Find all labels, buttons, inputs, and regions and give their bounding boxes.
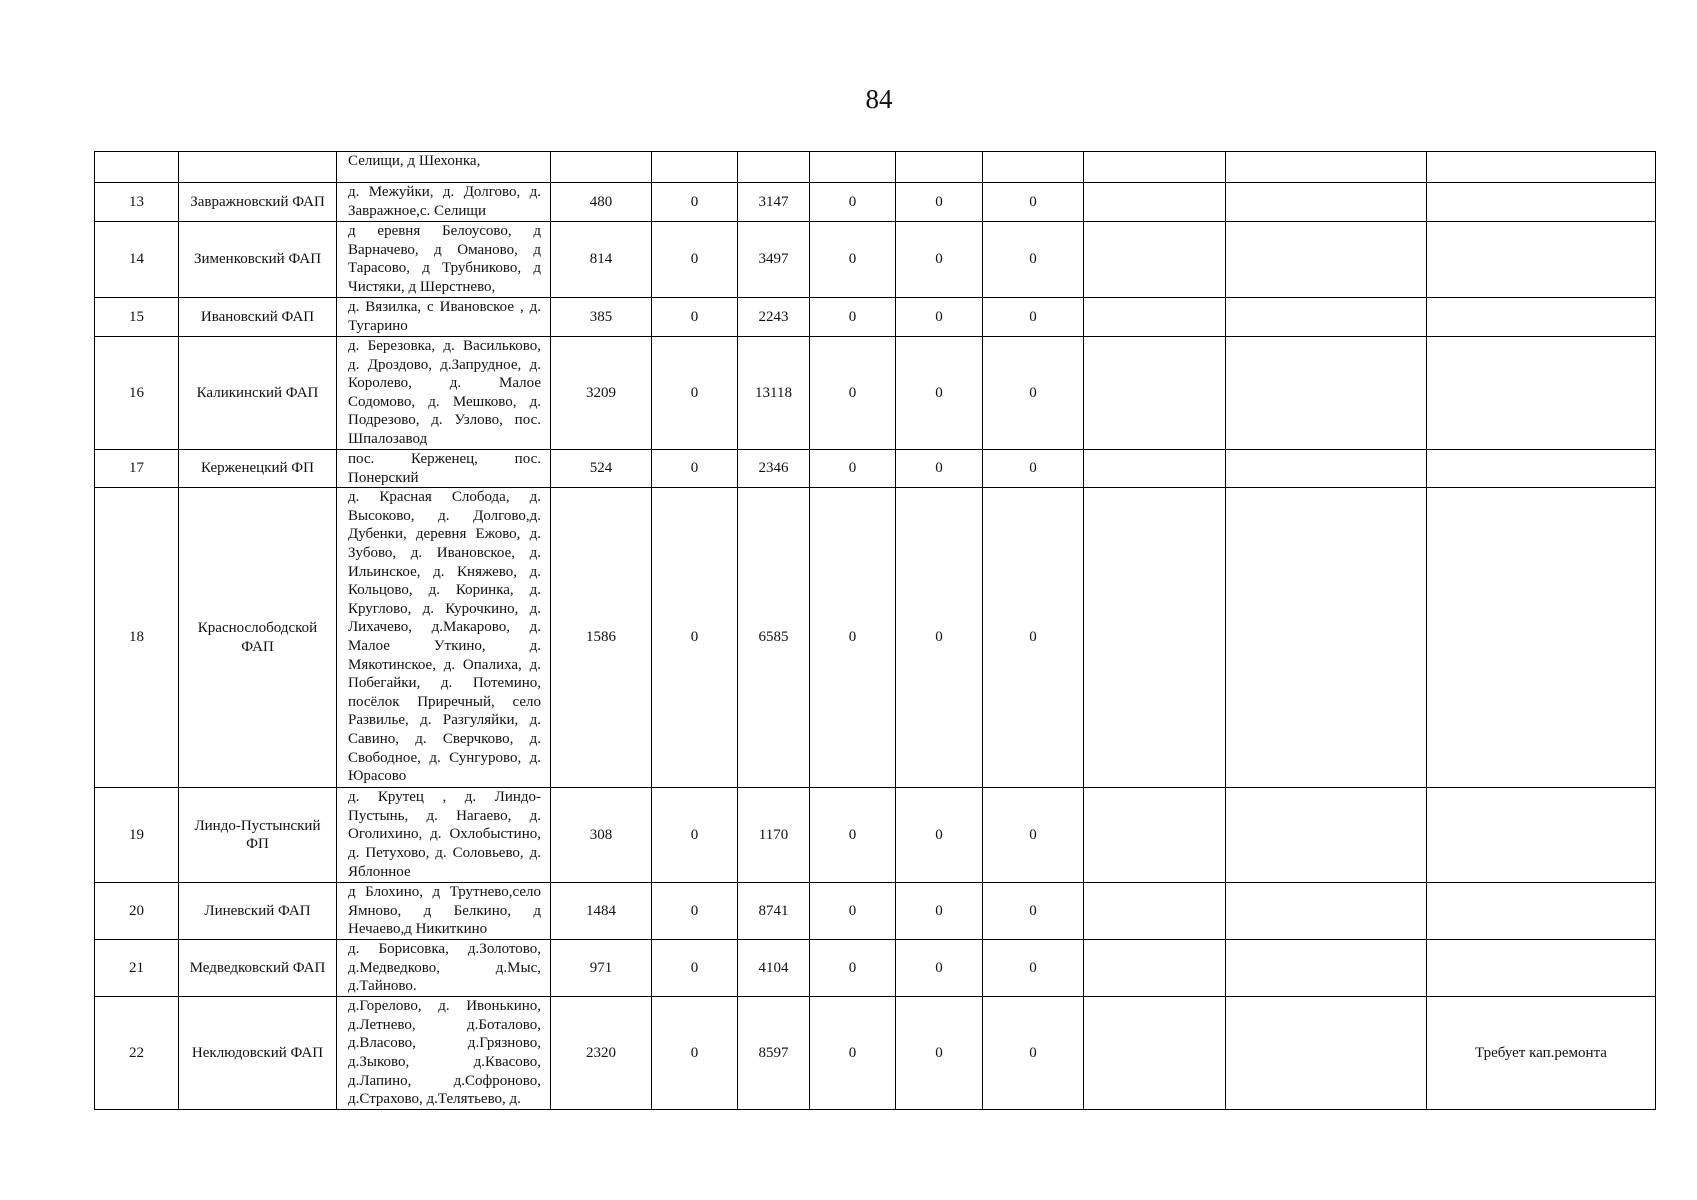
empty-cell: [1084, 337, 1226, 450]
empty-cell: [1084, 298, 1226, 337]
settlements-cell: д. Красная Слобода, д. Высоково, д. Долгово,д. Дубенки, деревня Ежово, д. Зубово, д. Ивановское, д. Ильинское, д. Княжево, д. Кольцово, д. Коринка, д. Круглово, д. Курочкино, д. Лихачево, д.Макарово, д. Малое Уткино, д. Мякотинское, д. Опалиха, д. Побегайки, д. Потемино, посёлок Приречный, село Развилье, д. Разгуляйки, д. Савино, д. Сверчково, д. Свободное, д. Сунгурово, д. Юрасово: [337, 488, 551, 788]
settlements-cell: д. Межуйки, д. Долгово, д. Завражное,с. Селищи: [337, 183, 551, 222]
note-cell: [1427, 298, 1656, 337]
table-row: [95, 997, 1656, 1110]
value-cell: 0: [652, 997, 738, 1110]
table-row: [95, 450, 1656, 488]
value-cell: 0: [896, 337, 983, 450]
note-cell: [1427, 940, 1656, 997]
value-cell: 0: [652, 788, 738, 883]
value-cell: 0: [652, 488, 738, 788]
settlements-cell: д. Борисовка, д.Золотово, д.Медведково, д.Мыс, д.Тайново.: [337, 940, 551, 997]
value-cell: 0: [983, 883, 1084, 940]
empty-cell: [1226, 997, 1427, 1110]
row-number-cell: 15: [95, 298, 179, 337]
empty-cell: [1226, 152, 1427, 183]
value-cell: [652, 152, 738, 183]
settlements-cell: Селищи, д Шехонка,: [337, 152, 551, 183]
value-cell: 0: [810, 997, 896, 1110]
value-cell: 8741: [738, 883, 810, 940]
value-cell: 8597: [738, 997, 810, 1110]
value-cell: 0: [810, 940, 896, 997]
note-cell: [1427, 488, 1656, 788]
facility-name-cell: Зименковский ФАП: [179, 222, 337, 298]
value-cell: 0: [896, 222, 983, 298]
value-cell: 0: [983, 997, 1084, 1110]
value-cell: 0: [896, 883, 983, 940]
empty-cell: [1226, 337, 1427, 450]
row-number-cell: 21: [95, 940, 179, 997]
empty-cell: [1226, 940, 1427, 997]
settlements-cell: д Блохино, д Трутнево,село Ямново, д Белкино, д Нечаево,д Никиткино: [337, 883, 551, 940]
value-cell: 0: [983, 298, 1084, 337]
empty-cell: [1084, 997, 1226, 1110]
population-cell: 971: [551, 940, 652, 997]
facility-name-cell: Линдо-Пустынский ФП: [179, 788, 337, 883]
value-cell: 0: [652, 883, 738, 940]
note-cell: [1427, 152, 1656, 183]
facility-name-cell: Каликинский ФАП: [179, 337, 337, 450]
empty-cell: [1226, 788, 1427, 883]
table-row: [95, 183, 1656, 222]
value-cell: 0: [810, 488, 896, 788]
note-cell: Требует кап.ремонта: [1427, 997, 1656, 1110]
note-cell: [1427, 450, 1656, 488]
facility-name-cell: Ивановский ФАП: [179, 298, 337, 337]
row-number-cell: 20: [95, 883, 179, 940]
note-cell: [1427, 883, 1656, 940]
row-number-cell: [95, 152, 179, 183]
value-cell: 0: [810, 450, 896, 488]
facility-name-cell: [179, 152, 337, 183]
facility-name-cell: Завражновский ФАП: [179, 183, 337, 222]
row-number-cell: 16: [95, 337, 179, 450]
value-cell: 0: [983, 940, 1084, 997]
population-cell: 1484: [551, 883, 652, 940]
value-cell: 0: [810, 788, 896, 883]
facility-name-cell: Керженецкий ФП: [179, 450, 337, 488]
empty-cell: [1084, 883, 1226, 940]
table-row: [95, 940, 1656, 997]
population-cell: 308: [551, 788, 652, 883]
facility-name-cell: Медведковский ФАП: [179, 940, 337, 997]
value-cell: 0: [652, 222, 738, 298]
empty-cell: [1226, 183, 1427, 222]
value-cell: 6585: [738, 488, 810, 788]
table-row: [95, 883, 1656, 940]
population-cell: 385: [551, 298, 652, 337]
table-row: [95, 152, 1656, 183]
population-cell: 480: [551, 183, 652, 222]
value-cell: 0: [652, 298, 738, 337]
empty-cell: [1226, 222, 1427, 298]
settlements-cell: д.Горелово, д. Ивонькино, д.Летнево, д.Боталово, д.Власово, д.Грязново, д.Зыково, д.Квасово, д.Лапино, д.Софроново, д.Страхово, д.Телятьево, д.: [337, 997, 551, 1110]
value-cell: 0: [652, 337, 738, 450]
population-cell: [551, 152, 652, 183]
value-cell: 0: [810, 298, 896, 337]
value-cell: 0: [810, 183, 896, 222]
settlements-cell: д. Вязилка, с Ивановское , д. Тугарино: [337, 298, 551, 337]
value-cell: 0: [983, 450, 1084, 488]
table-row: [95, 337, 1656, 450]
value-cell: 0: [896, 183, 983, 222]
value-cell: 13118: [738, 337, 810, 450]
population-cell: 3209: [551, 337, 652, 450]
value-cell: 0: [896, 788, 983, 883]
table-row: [95, 222, 1656, 298]
value-cell: 0: [810, 222, 896, 298]
population-cell: 814: [551, 222, 652, 298]
empty-cell: [1084, 488, 1226, 788]
value-cell: 0: [896, 298, 983, 337]
facility-name-cell: Линевский ФАП: [179, 883, 337, 940]
value-cell: 0: [983, 488, 1084, 788]
value-cell: 3147: [738, 183, 810, 222]
empty-cell: [1084, 152, 1226, 183]
value-cell: 0: [983, 337, 1084, 450]
note-cell: [1427, 183, 1656, 222]
value-cell: 0: [652, 183, 738, 222]
row-number-cell: 18: [95, 488, 179, 788]
row-number-cell: 13: [95, 183, 179, 222]
settlements-cell: пос. Керженец, пос. Понерский: [337, 450, 551, 488]
empty-cell: [1084, 450, 1226, 488]
table-row: [95, 788, 1656, 883]
facilities-table: [94, 151, 1656, 1110]
value-cell: 0: [896, 450, 983, 488]
value-cell: 1170: [738, 788, 810, 883]
note-cell: [1427, 337, 1656, 450]
empty-cell: [1226, 883, 1427, 940]
value-cell: 0: [983, 788, 1084, 883]
value-cell: [810, 152, 896, 183]
empty-cell: [1084, 940, 1226, 997]
empty-cell: [1084, 183, 1226, 222]
empty-cell: [1226, 488, 1427, 788]
value-cell: 0: [652, 450, 738, 488]
table-row: [95, 298, 1656, 337]
empty-cell: [1226, 450, 1427, 488]
value-cell: [983, 152, 1084, 183]
note-cell: [1427, 222, 1656, 298]
value-cell: 0: [983, 222, 1084, 298]
value-cell: 0: [810, 337, 896, 450]
page-number: 84: [865, 84, 893, 114]
population-cell: 2320: [551, 997, 652, 1110]
row-number-cell: 17: [95, 450, 179, 488]
row-number-cell: 22: [95, 997, 179, 1110]
empty-cell: [1226, 298, 1427, 337]
value-cell: 0: [810, 883, 896, 940]
value-cell: 0: [652, 940, 738, 997]
table-body: [95, 152, 1656, 1110]
value-cell: 0: [896, 940, 983, 997]
settlements-cell: д. Березовка, д. Васильково, д. Дроздово, д.Запрудное, д. Королево, д. Малое Содомово, д. Мешково, д. Подрезово, д. Узлово, пос. Шпалозавод: [337, 337, 551, 450]
value-cell: 0: [896, 488, 983, 788]
value-cell: 0: [983, 183, 1084, 222]
settlements-cell: д. Крутец , д. Линдо-Пустынь, д. Нагаево, д. Оголихино, д. Охлобыстино, д. Петухово, д. Соловьево, д. Яблонное: [337, 788, 551, 883]
facility-name-cell: Краснослободской ФАП: [179, 488, 337, 788]
value-cell: [738, 152, 810, 183]
empty-cell: [1084, 788, 1226, 883]
value-cell: 3497: [738, 222, 810, 298]
table-row: [95, 488, 1656, 788]
population-cell: 524: [551, 450, 652, 488]
value-cell: 2243: [738, 298, 810, 337]
value-cell: [896, 152, 983, 183]
facility-name-cell: Неклюдовский ФАП: [179, 997, 337, 1110]
row-number-cell: 19: [95, 788, 179, 883]
note-cell: [1427, 788, 1656, 883]
value-cell: 4104: [738, 940, 810, 997]
settlements-cell: д еревня Белоусово, д Варначево, д Оманово, д Тарасово, д Трубниково, д Чистяки, д Шерстнево,: [337, 222, 551, 298]
value-cell: 2346: [738, 450, 810, 488]
row-number-cell: 14: [95, 222, 179, 298]
value-cell: 0: [896, 997, 983, 1110]
population-cell: 1586: [551, 488, 652, 788]
empty-cell: [1084, 222, 1226, 298]
